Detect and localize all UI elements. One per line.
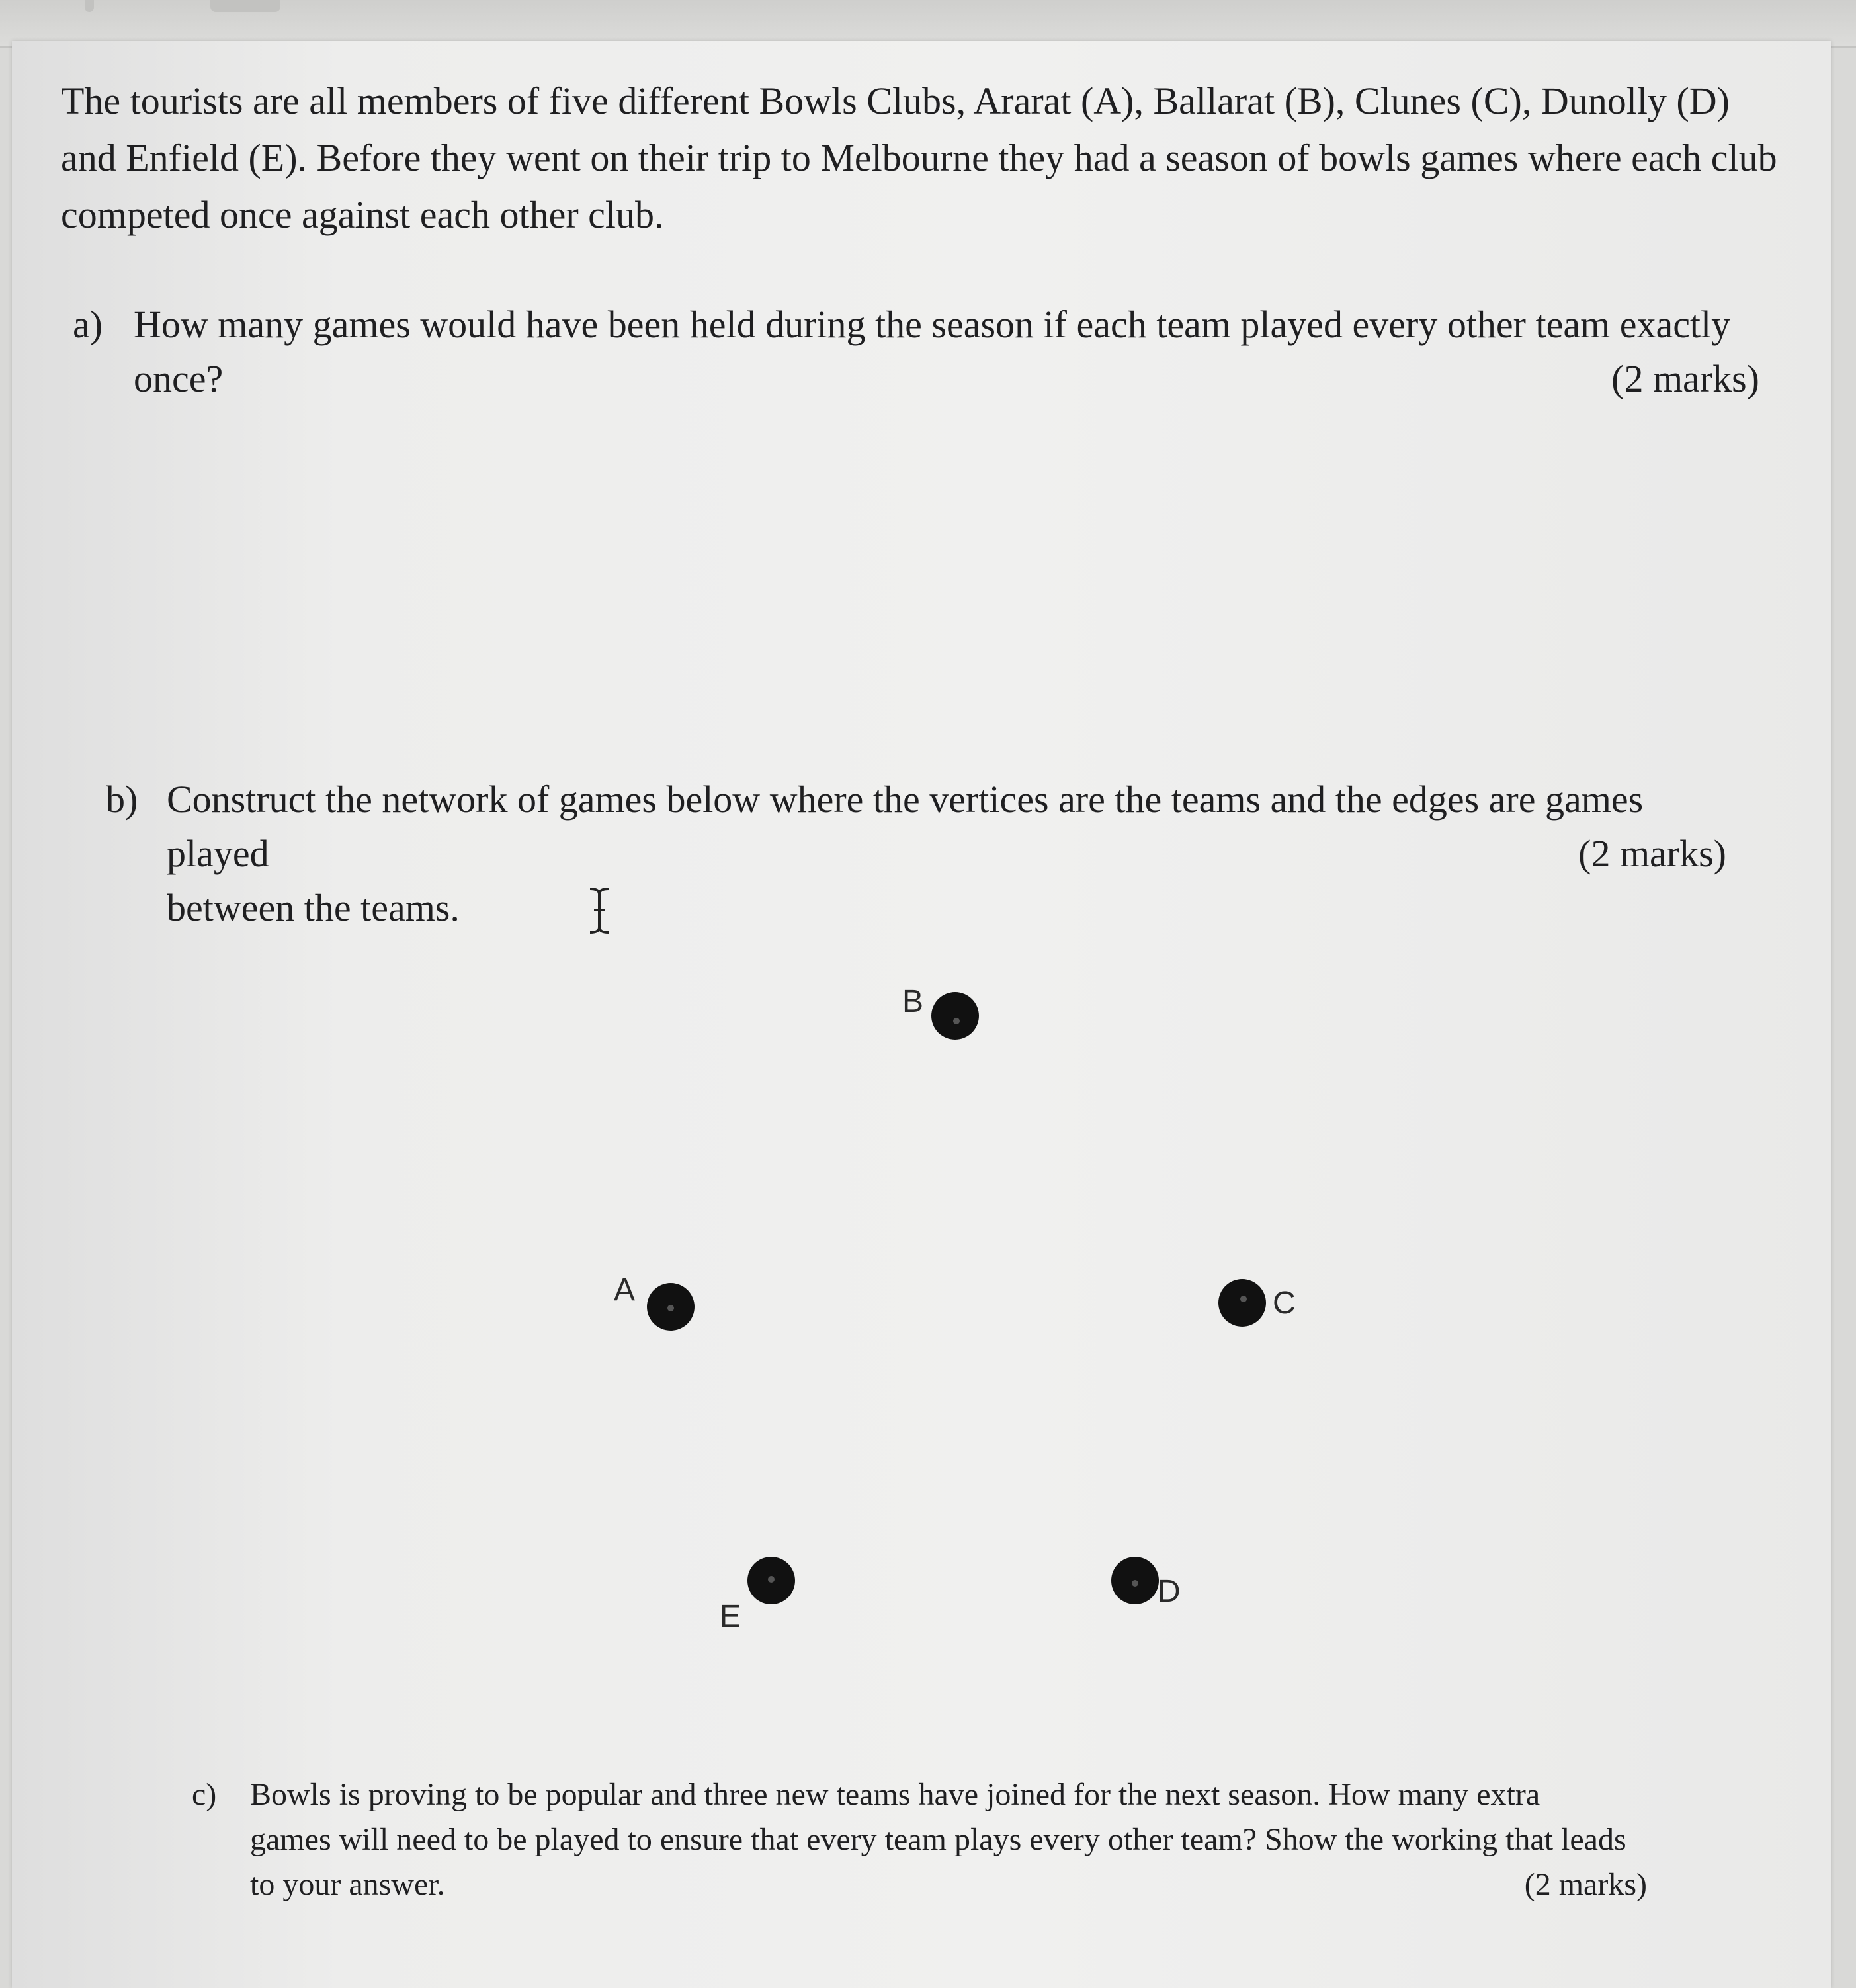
vertex-B-highlight xyxy=(953,1018,960,1024)
question-c-marks: (2 marks) xyxy=(1524,1867,1647,1902)
vertex-A-highlight xyxy=(667,1305,674,1311)
question-a-line-2: once? xyxy=(134,357,224,400)
vertex-D-label: D xyxy=(1158,1574,1181,1609)
question-b-line-2: between the teams. xyxy=(167,886,460,929)
vertex-A-label: A xyxy=(614,1272,636,1307)
vertex-C[interactable] xyxy=(1218,1279,1296,1327)
vertex-B-dot[interactable] xyxy=(931,992,979,1040)
question-b-label: b) xyxy=(106,778,138,821)
question-a-line-1: How many games would have been held during the season if each team played every other team exactly xyxy=(134,303,1731,346)
vertex-E-highlight xyxy=(768,1576,775,1583)
vertex-B-label: B xyxy=(902,984,924,1019)
question-c-line-1: Bowls is proving to be popular and three new teams have joined for the next season. How many extra xyxy=(250,1777,1540,1812)
vertex-E-label: E xyxy=(720,1599,741,1634)
vertex-B[interactable] xyxy=(902,984,979,1040)
vertex-C-label: C xyxy=(1273,1286,1296,1321)
question-a-marks: (2 marks) xyxy=(1611,357,1759,400)
intro-line-2: and Enfield (E). Before they went on their trip to Melbourne they had a season of bowls games where each club xyxy=(61,136,1777,179)
question-c-body xyxy=(250,1772,1646,1907)
vertex-C-highlight xyxy=(1240,1296,1247,1302)
question-b-line-1: Construct the network of games below where the vertices are the teams and the edges are games played xyxy=(167,778,1644,875)
question-c-label: c) xyxy=(192,1777,217,1812)
vertex-A[interactable] xyxy=(614,1272,695,1331)
vertex-D[interactable] xyxy=(1111,1557,1181,1609)
intro-line-3: competed once against each other club. xyxy=(61,193,664,236)
question-c-line-3: to your answer. xyxy=(250,1867,445,1902)
vertex-D-highlight xyxy=(1132,1580,1138,1587)
intro-line-1: The tourists are all members of five different Bowls Clubs, Ararat (A), Ballarat (B), Clunes (C), Dunolly (D) xyxy=(61,79,1730,122)
vertex-C-dot[interactable] xyxy=(1218,1279,1266,1327)
question-b-marks: (2 marks) xyxy=(1578,832,1726,875)
vertex-E[interactable] xyxy=(720,1557,795,1634)
question-c-line-2: games will need to be played to ensure that every team plays every other team? Show the working that leads xyxy=(250,1822,1626,1857)
question-a-label: a) xyxy=(73,303,103,346)
